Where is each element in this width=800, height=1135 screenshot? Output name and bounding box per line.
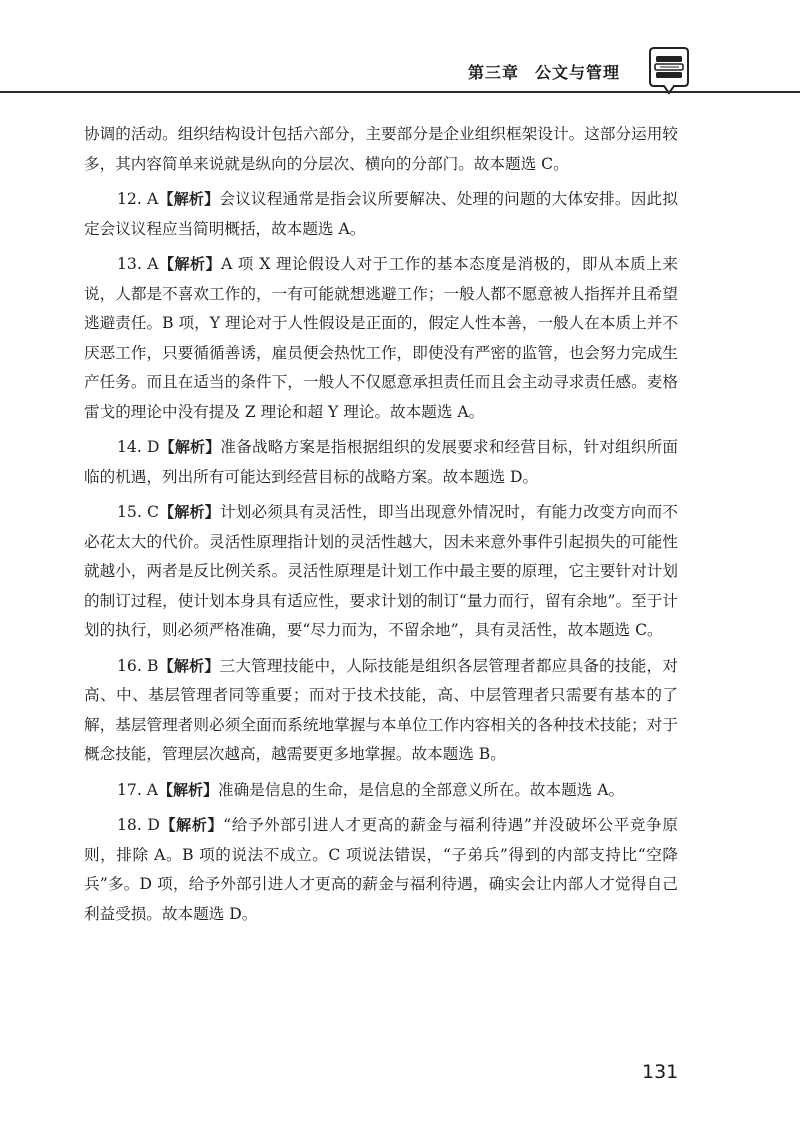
analysis-tag: 【解析】 <box>158 656 220 675</box>
book-stack-icon <box>646 46 692 96</box>
analysis-tag: 【解析】 <box>158 780 219 799</box>
answer-explanations <box>84 120 678 935</box>
continuation-paragraph: 协调的活动。组织结构设计包括六部分，主要部分是企业组织框架设计。这部分运用较多，其内容简单来说就是纵向的分层次、横向的分部门。故本题选 C。 <box>84 125 678 173</box>
analysis-tag: 【解析】 <box>158 503 220 521</box>
answer-item-16 <box>84 652 678 770</box>
analysis-tag: 【解析】 <box>158 255 222 273</box>
analysis-tag: 【解析】 <box>159 438 221 456</box>
chapter-label: 第三章 <box>468 63 520 82</box>
answer-number: 14. D <box>117 438 160 456</box>
answer-text: 准备战略方案是指根据组织的发展要求和经营目标，针对组织所面临的机遇，列出所有可能达到经营目标的战略方案。故本题选 D。 <box>84 438 678 486</box>
answer-item-15 <box>84 498 678 646</box>
analysis-tag: 【解析】 <box>158 190 220 208</box>
page-number: 131 <box>642 1061 679 1083</box>
chapter-heading <box>468 60 636 83</box>
answer-number: 12. A <box>117 190 159 208</box>
answer-number: 17. A <box>117 780 159 799</box>
header-rule <box>0 91 800 93</box>
answer-number: 15. C <box>117 503 159 521</box>
answer-item-18 <box>84 811 678 929</box>
answer-item-14 <box>84 433 678 492</box>
answer-text: “给予外部引进人才更高的薪金与福利待遇”并没破坏公平竞争原则，排除 A。B 项的说法不成立。C 项说法错误，“子弟兵”得到的内部支持比“空降兵”多。D 项，给予外部引进人才更高的薪金与福利待遇，确实会让内部人才觉得自己利益受损。故本题选 D。 <box>84 816 678 923</box>
answer-number: 18. D <box>117 816 160 834</box>
answer-text: 三大管理技能中，人际技能是组织各层管理者都应具备的技能，对高、中、基层管理者同等重要；而对于技术技能，高、中层管理者只需要有基本的了解，基层管理者则必须全面而系统地掌握与本单位工作内容相关的各种技术技能；对于概念技能，管理层次越高，越需要更多地掌握。故本题选 B。 <box>84 656 678 763</box>
answer-text: 会议议程通常是指会议所要解决、处理的问题的大体安排。因此拟定会议议程应当简明概括，故本题选 A。 <box>84 190 678 238</box>
answer-text: 准确是信息的生命，是信息的全部意义所在。故本题选 A。 <box>218 780 625 799</box>
answer-item-17 <box>84 776 678 806</box>
answer-number: 16. B <box>117 656 159 675</box>
answer-item-13 <box>84 250 678 427</box>
chapter-title: 公文与管理 <box>535 63 621 82</box>
answer-text: 计划必须具有灵活性，即当出现意外情况时，有能力改变方向而不必花太大的代价。灵活性原理指计划的灵活性越大，因未来意外事件引起损失的可能性就越小，两者是反比例关系。灵活性原理是计划工作中最主要的原理，它主要针对计划的制订过程，使计划本身具有适应性，要求计划的制订“量力而行，留有余地”。至于计划的执行，则必须严格准确，要“尽力而为，不留余地”，具有灵活性，故本题选 C。 <box>84 503 678 639</box>
answer-item-12 <box>84 185 678 244</box>
analysis-tag: 【解析】 <box>159 816 224 834</box>
page-header <box>0 0 800 100</box>
answer-number: 13. A <box>117 255 159 273</box>
answer-text: A 项 X 理论假设人对于工作的基本态度是消极的，即从本质上来说，人都是不喜欢工作的，一有可能就想逃避工作；一般人都不愿意被人指挥并且希望逃避责任。B 项，Y 理论对于人性假设是正面的，假定人性本善，一般人在本质上并不厌恶工作，只要循循善诱，雇员便会热忱工作，即使没有严密的监管，也会努力完成生产任务。而且在适当的条件下，一般人不仅愿意承担责任而且会主动寻求责任感。麦格雷戈的理论中没有提及 Z 理论和超 Y 理论。故本题选 A。 <box>84 255 678 421</box>
